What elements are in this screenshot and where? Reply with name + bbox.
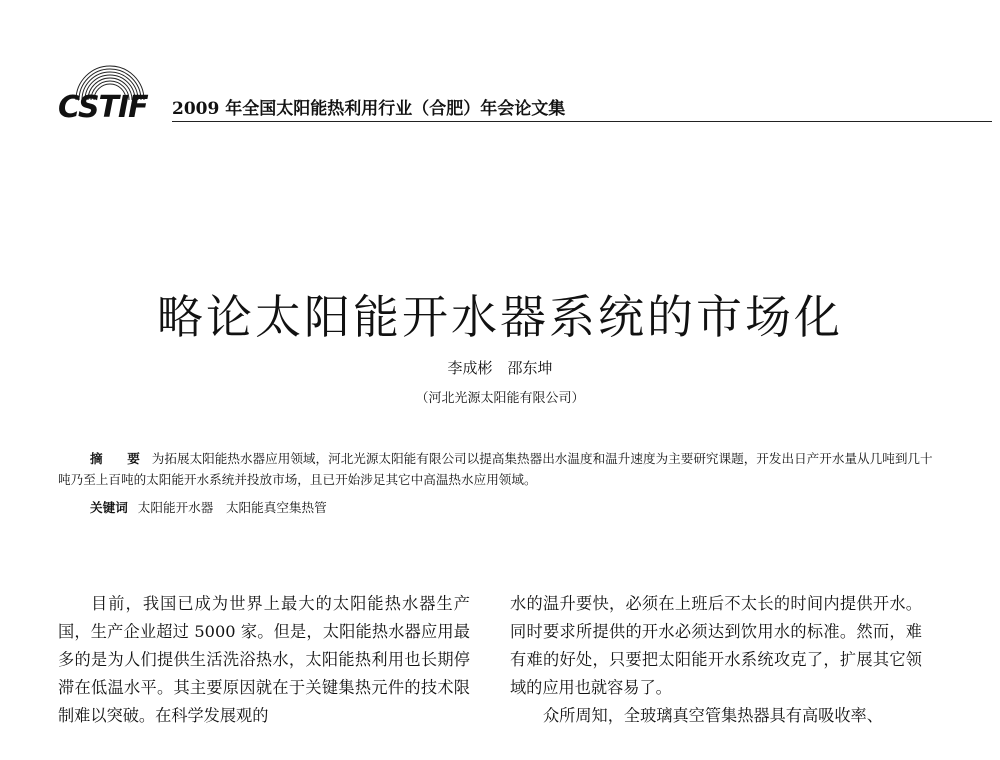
affiliation: （河北光源太阳能有限公司） (415, 391, 585, 406)
body-paragraph: 众所周知，全玻璃真空管集热器具有高吸收率、 (543, 706, 883, 725)
body-paragraph: 水的温升要快，必须在上班后不太长的时间内提供开水。同时要求所提供的开水必须达到饮用水的标准。然而，难有难的好处，只要把太阳能开水系统攻克了，扩展其它领域的应用也就容易了。 (510, 594, 922, 697)
keywords-text: 太阳能开水器 太阳能真空集热管 (137, 500, 327, 515)
header-rule (172, 121, 992, 122)
abstract (58, 448, 938, 490)
logo-text: CSTIF (58, 90, 148, 125)
body-paragraph: 目前，我国已成为世界上最大的太阳能热水器生产国，生产企业超过 5000 家。但是，太阳能热水器应用最多的是为人们提供生活洗浴热水，太阳能热利用也长期停滞在低温水平。其主要原因就在于关键集热元件的技术限制难以突破。在科学发展观的 (58, 594, 470, 725)
authors: 李成彬 邵东坤 (447, 359, 553, 377)
keywords (90, 497, 327, 516)
cstif-logo (58, 62, 168, 126)
left-column (58, 590, 470, 730)
conference-title: 2009 年全国太阳能热利用行业（合肥）年会论文集 (172, 99, 566, 119)
paper-title: 略论太阳能开水器系统的市场化 (157, 289, 843, 344)
abstract-text: 为拓展太阳能热水器应用领域，河北光源太阳能有限公司以提高集热器出水温度和温升速度为主要研究课题，开发出日产开水量从几吨到几十吨乃至上百吨的太阳能开水系统并投放市场，且已开始涉足其它中高温热水应用领域。 (58, 451, 933, 487)
right-column (510, 590, 922, 730)
keywords-label: 关键词 (90, 500, 128, 515)
abstract-label: 摘 要 (90, 451, 146, 466)
